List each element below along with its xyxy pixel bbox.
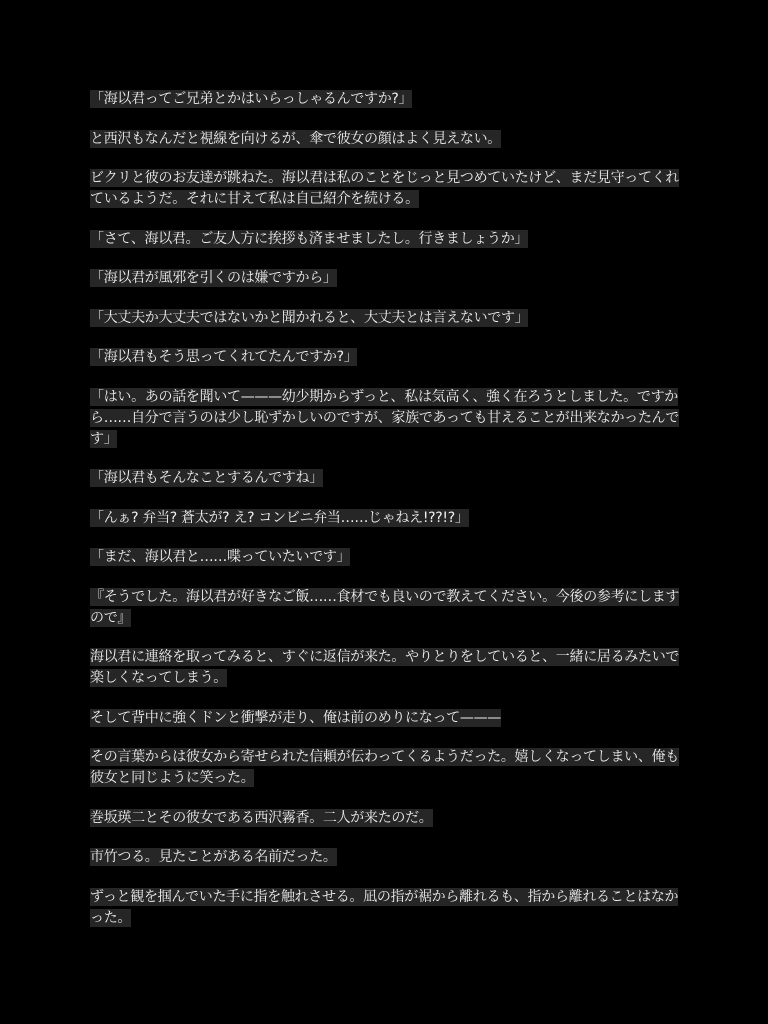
paragraph [90, 747, 682, 789]
paragraph-text: 「んぁ? 弁当? 蒼太が? え? コンビニ弁当……じゃねえ!??!?」 [90, 509, 469, 526]
paragraph [90, 887, 682, 929]
paragraph-text: 「さて、海以君。ご友人方に挨拶も済ませましたし。行きましょうか」 [90, 230, 529, 247]
paragraph-text: ビクリと彼のお友達が跳ねた。海以君は私のことをじっと見つめていたけど、まだ見守ってくれているようだ。それに甘えて私は自己紹介を続ける。 [90, 170, 680, 207]
paragraph [90, 508, 682, 529]
paragraph [90, 229, 682, 250]
paragraph-text: 『そうでした。海以君が好きなご飯……食材でも良いので教えてください。今後の参考にしますので』 [90, 588, 680, 626]
paragraph [90, 308, 682, 329]
paragraph [90, 268, 682, 289]
paragraph-text: 「まだ、海以君と……喋っていたいです」 [90, 549, 351, 565]
paragraph-text: 「はい。あの話を聞いて———幼少期からずっと、私は気高く、強く在ろうとしました。ですから……自分で言うのは少し恥ずかしいのですが、家族であっても甘えることが出来なかったんです」 [90, 388, 679, 447]
paragraph-text: 「海以君ってご兄弟とかはいらっしゃるんですか?」 [90, 91, 413, 107]
paragraph-text: 海以君に連絡を取ってみると、すぐに返信が来た。やりとりをしていると、一緒に居るみたいで楽しくなってしまう。 [90, 649, 680, 686]
paragraph [90, 168, 682, 210]
paragraph-text: 「海以君が風邪を引くのは嫌ですから」 [90, 270, 337, 286]
paragraph-text: そして背中に強くドンと衝撃が走り、俺は前のめりになって——— [90, 709, 501, 726]
paragraph [90, 347, 682, 368]
paragraph [90, 547, 682, 568]
document-body [90, 89, 682, 947]
paragraph [90, 647, 682, 689]
paragraph [90, 468, 682, 489]
paragraph [90, 129, 682, 150]
paragraph-text: 「大丈夫か大丈夫ではないかと聞かれると、大丈夫とは言えないです」 [90, 309, 529, 326]
paragraph [90, 708, 682, 729]
paragraph-text: ずっと観を掴んでいた手に指を触れさせる。凪の指が裾から離れるも、指から離れることはなかった。 [90, 888, 679, 926]
paragraph [90, 587, 682, 629]
paragraph-text: 「海以君もそんなことするんですね」 [90, 470, 323, 486]
paragraph-text: 市竹つる。見たことがある名前だった。 [90, 849, 337, 865]
paragraph-text: と西沢もなんだと視線を向けるが、傘で彼女の顔はよく見えない。 [90, 130, 501, 147]
paragraph-text: その言葉からは彼女から寄せられた信頼が伝わってくるようだった。嬉しくなってしまい、俺も彼女と同じように笑った。 [90, 749, 679, 786]
paragraph-text: 「海以君もそう思ってくれてたんですか?」 [90, 349, 358, 365]
paragraph [90, 808, 682, 829]
paragraph [90, 89, 682, 110]
paragraph [90, 387, 682, 450]
paragraph [90, 847, 682, 868]
paragraph-text: 巻坂瑛二とその彼女である西沢霧香。二人が来たのだ。 [90, 809, 433, 826]
